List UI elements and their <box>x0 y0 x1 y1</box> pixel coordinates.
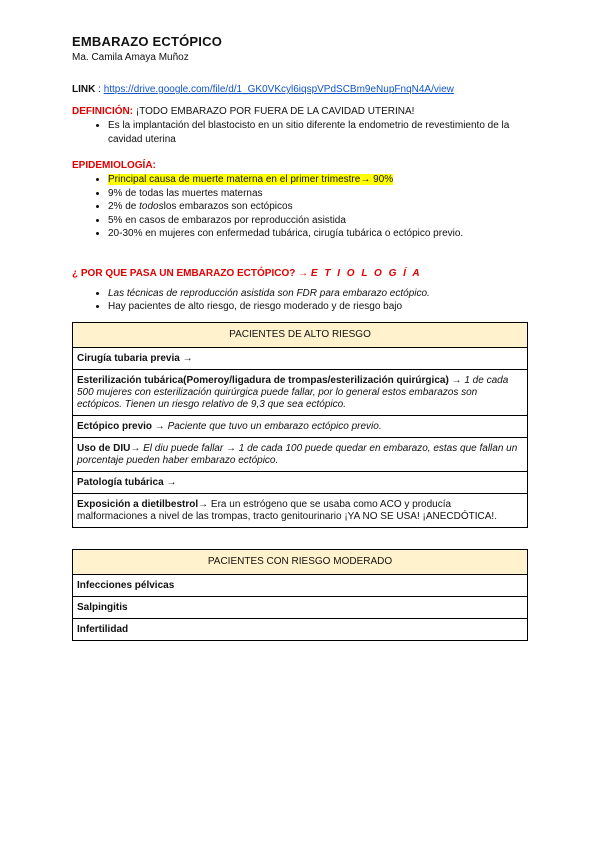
riesgo-moderado-table <box>72 549 528 641</box>
table-row <box>73 471 528 493</box>
table-row <box>73 574 528 596</box>
document-title: EMBARAZO ECTÓPICO <box>72 34 223 49</box>
row-bold: Patología tubárica → <box>77 476 177 488</box>
table-header: PACIENTES CON RIESGO MODERADO <box>73 549 528 574</box>
row-text: → Era un estrógeno que se usaba como ACO y producía malformaciones a nivel de las trompas, tracto genitourinario ¡YA NO SE USA! ¡ANECDÓTICA!. <box>77 498 497 522</box>
epidemiologia-heading <box>72 160 528 171</box>
italic-text: todos <box>139 201 164 212</box>
document-page <box>72 34 528 641</box>
table-row <box>73 437 528 471</box>
table-row <box>73 347 528 369</box>
definicion-label: DEFINICIÓN: <box>72 106 134 117</box>
table-row <box>73 369 528 415</box>
row-bold: Exposición a dietilbestrol <box>77 498 199 510</box>
definicion-text: ¡TODO EMBARAZO POR FUERA DE LA CAVIDAD UTERINA! <box>133 106 415 117</box>
author-name: Ma. Camila Amaya Muñoz <box>72 52 189 63</box>
row-italic: El diu puede fallar → 1 de cada 100 puede quedar en embarazo, estas que fallan un porcentaje pueden haber embarazo ectópico. <box>77 442 518 466</box>
list-item: • 5% en casos de embarazos por reproducción asistida <box>108 214 528 228</box>
table-header: PACIENTES DE ALTO RIESGO <box>73 322 528 347</box>
etiologia-heading <box>72 268 528 279</box>
table-row <box>73 618 528 640</box>
definicion-heading <box>72 106 528 117</box>
table-row <box>73 596 528 618</box>
row-bold: Ectópico previo → <box>77 420 168 432</box>
etiologia-spaced: E T I O L O G Í A <box>310 267 422 279</box>
row-bold: Infecciones pélvicas <box>77 579 175 591</box>
row-italic: 1 de cada 500 mujeres con esterilización quirúrgica puede fallar, por lo general estos embarazos son ectópicos. Tienen un riesgo relativo de 9,3 que sea ectópico. <box>77 374 509 410</box>
italic-text: Las técnicas de reproducción asistida son FDR para embarazo ectópico. <box>108 287 430 299</box>
list-item: • Hay pacientes de alto riesgo, de riesgo moderado y de riesgo bajo <box>108 300 528 314</box>
row-bold: Uso de DIU→ <box>77 442 144 454</box>
list-item <box>108 287 528 301</box>
alto-riesgo-table <box>72 322 528 528</box>
etiologia-label: ¿ POR QUE PASA UN EMBARAZO ECTÓPICO? → <box>72 267 311 279</box>
row-italic: Paciente que tuvo un embarazo ectópico previo. <box>167 420 382 432</box>
row-bold: Esterilización tubárica(Pomeroy/ligadura de trompas/esterilización quirúrgica) → <box>77 374 465 386</box>
epidemiologia-list <box>72 173 528 241</box>
list-item: • Es la implantación del blastocisto en un sitio diferente la endometrio de revestimiento de la cavidad uterina <box>108 119 528 146</box>
table-row <box>73 415 528 437</box>
link-line <box>72 84 528 95</box>
highlighted-text: Principal causa de muerte materna en el primer trimestre→ 90% <box>108 174 394 185</box>
item-text: 2% de <box>108 201 140 212</box>
row-bold: Cirugía tubaria previa → <box>77 352 193 364</box>
etiologia-list <box>72 287 528 314</box>
row-bold: Infertilidad <box>77 623 129 635</box>
link-separator: : <box>95 84 104 95</box>
list-item <box>108 200 528 214</box>
drive-link[interactable]: https://drive.google.com/file/d/1_GK0VKcyl6iqspVPdSCBm9eNupFnqN4A/view <box>103 84 454 95</box>
list-item <box>108 173 528 187</box>
epidemiologia-label: EPIDEMIOLOGÍA: <box>72 160 156 171</box>
list-item: • 9% de todas las muertes maternas <box>108 187 528 201</box>
item-text-rest: los embarazos son ectópicos <box>163 201 293 212</box>
table-row <box>73 493 528 527</box>
definicion-list <box>72 119 528 146</box>
list-item: • 20-30% en mujeres con enfermedad tubárica, cirugía tubárica o ectópico previo. <box>108 227 528 241</box>
link-label: LINK <box>72 84 96 95</box>
row-bold: Salpingitis <box>77 601 128 613</box>
